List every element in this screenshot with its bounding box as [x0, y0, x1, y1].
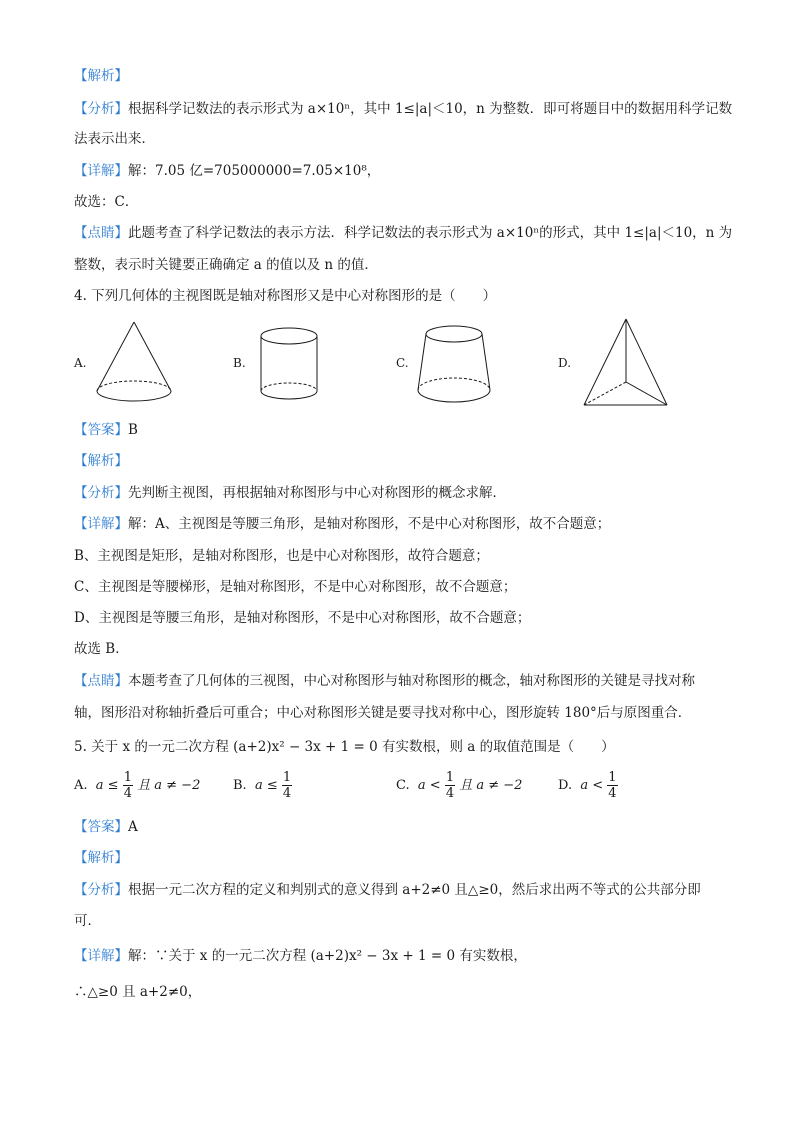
q4-options	[74, 316, 754, 416]
fraction: $\frac{1}{4}$	[282, 770, 292, 801]
cone-icon	[94, 316, 174, 411]
analysis-line: 【分析】根据科学记数法的表示形式为 a×10ⁿ，其中 1≤|a|＜10，n 为整数．即可将题目中的数据用科学记数	[74, 101, 733, 117]
q4-option-a	[74, 316, 234, 416]
analysis-line-cont: 法表示出来．	[74, 131, 155, 147]
q4-option-b	[233, 316, 393, 416]
detail-line: 【详解】解：7.05 亿=705000000=7.05×10⁸，	[74, 163, 381, 179]
q4-option-d	[558, 316, 748, 416]
fraction: $\frac{1}{4}$	[608, 770, 617, 801]
choice-line: 故选：C．	[74, 194, 139, 210]
comment-line-cont: 整数，表示时关键要正确确定 a 的值以及 n 的值．	[74, 257, 378, 273]
section-tag: 【解析】	[74, 453, 128, 469]
comment-line: 【点睛】此题考查了科学记数法的表示方法．科学记数法的表示形式为 a×10ⁿ的形式，其中 1≤|a|＜10，n 为	[74, 225, 733, 241]
question-5: 5. 关于 x 的一元二次方程 (a+2)x² − 3x + 1 = 0 有实数根，则 a 的取值范围是（ ）	[74, 739, 615, 755]
detail-line-d: D、主视图是等腰三角形，是轴对称图形，不是中心对称图形，故不合题意；	[74, 610, 531, 626]
analysis-line-cont: 可．	[74, 913, 101, 929]
comment-line-cont: 轴，图形沿对称轴折叠后可重合；中心对称图形关键是要寻找对称中心，图形旋转 180°后与原图重合．	[74, 705, 692, 721]
option-label: C.	[396, 356, 409, 370]
question-4: 4. 下列几何体的主视图既是轴对称图形又是中心对称图形的是（ ）	[74, 288, 497, 304]
option-label: B.	[233, 356, 246, 370]
q5-option-d: D. a < $\frac{1}{4}$	[558, 770, 617, 801]
detail-line-cont: ∴△≥0 且 a+2≠0，	[74, 984, 202, 1000]
cylinder-icon	[259, 316, 321, 411]
choice-line: 故选 B．	[74, 641, 129, 657]
q5-option-a: A. a ≤ $\frac{1}{4}$ 且 a ≠ −2	[74, 770, 201, 801]
frustum-icon	[416, 316, 492, 411]
option-label: D.	[558, 356, 572, 370]
q5-option-c: C. a < $\frac{1}{4}$ 且 a ≠ −2	[396, 770, 523, 801]
pyramid-icon	[582, 316, 670, 411]
section-tag: 【解析】	[74, 850, 128, 866]
fraction: $\frac{1}{4}$	[445, 770, 455, 801]
answer-line: 【答案】B	[74, 422, 138, 438]
q5-option-b: B. a ≤ $\frac{1}{4}$	[233, 770, 292, 801]
q4-option-c	[396, 316, 556, 416]
detail-line: 【详解】解：∵关于 x 的一元二次方程 (a+2)x² − 3x + 1 = 0 有实数根，	[74, 948, 527, 964]
fraction: $\frac{1}{4}$	[123, 770, 132, 801]
section-tag: 【解析】	[74, 68, 128, 84]
analysis-line: 【分析】先判断主视图，再根据轴对称图形与中心对称图形的概念求解．	[74, 485, 506, 501]
option-label: A.	[74, 356, 87, 370]
answer-line: 【答案】A	[74, 819, 138, 835]
comment-line: 【点睛】本题考查了几何体的三视图，中心对称图形与轴对称图形的概念，轴对称图形的关键是寻找对称	[74, 673, 695, 689]
detail-line-b: B、主视图是矩形，是轴对称图形，也是中心对称图形，故符合题意；	[74, 548, 489, 564]
detail-line-c: C、主视图是等腰梯形，是轴对称图形，不是中心对称图形，故不合题意；	[74, 579, 517, 595]
detail-line: 【详解】解：A、主视图是等腰三角形，是轴对称图形，不是中心对称图形，故不合题意；	[74, 516, 611, 532]
analysis-line: 【分析】根据一元二次方程的定义和判别式的意义得到 a+2≠0 且△≥0，然后求出两不等式的公共部分即	[74, 882, 701, 898]
